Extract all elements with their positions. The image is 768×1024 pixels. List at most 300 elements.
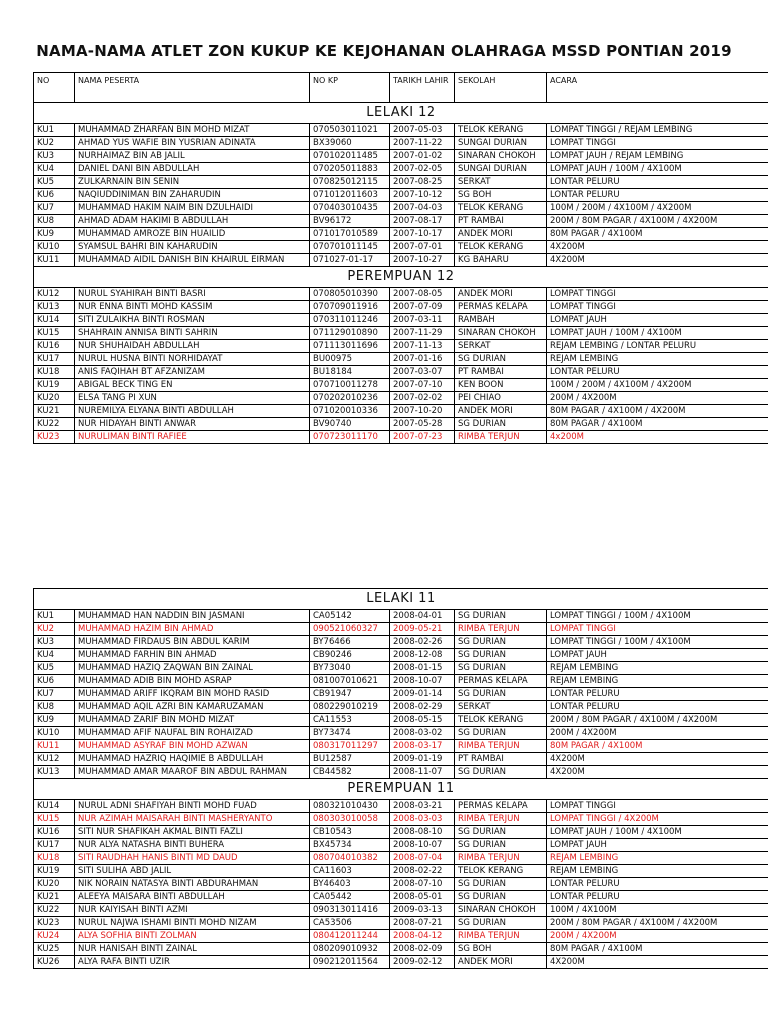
cell-no-kp: 081007010621 <box>310 675 390 688</box>
cell-acara: REJAM LEMBING <box>547 852 768 865</box>
table-row <box>34 137 768 150</box>
cell-no: KU10 <box>34 241 75 254</box>
cell-tarikh-lahir: 2009-01-19 <box>390 753 455 766</box>
cell-no-kp: BV90740 <box>310 418 390 431</box>
cell-tarikh-lahir: 2007-05-03 <box>390 124 455 137</box>
cell-sekolah: SG DURIAN <box>455 891 547 904</box>
cell-tarikh-lahir: 2008-10-07 <box>390 839 455 852</box>
cell-no: KU23 <box>34 917 75 930</box>
cell-no: KU3 <box>34 150 75 163</box>
cell-sekolah: ANDEK MORI <box>455 956 547 969</box>
table-row <box>34 839 768 852</box>
cell-tarikh-lahir: 2007-02-05 <box>390 163 455 176</box>
cell-acara: 4X200M <box>547 241 768 254</box>
cell-no: KU16 <box>34 340 75 353</box>
table-row <box>34 228 768 241</box>
cell-nama: NUR ALYA NATASHA BINTI BUHERA <box>75 839 310 852</box>
cell-acara: LOMPAT TINGGI <box>547 137 768 150</box>
cell-nama: NUREMILYA ELYANA BINTI ABDULLAH <box>75 405 310 418</box>
column-header: SEKOLAH <box>455 73 547 103</box>
cell-tarikh-lahir: 2009-05-21 <box>390 623 455 636</box>
table-row <box>34 241 768 254</box>
cell-nama: AHMAD ADAM HAKIMI B ABDULLAH <box>75 215 310 228</box>
cell-tarikh-lahir: 2007-10-12 <box>390 189 455 202</box>
cell-nama: NURUL HUSNA BINTI NORHIDAYAT <box>75 353 310 366</box>
cell-sekolah: SG DURIAN <box>455 766 547 779</box>
cell-nama: MUHAMMAD AMROZE BIN HUAILID <box>75 228 310 241</box>
table-row <box>34 431 768 444</box>
cell-no-kp: CB44582 <box>310 766 390 779</box>
cell-tarikh-lahir: 2009-02-12 <box>390 956 455 969</box>
cell-no-kp: 080704010382 <box>310 852 390 865</box>
table-row <box>34 340 768 353</box>
cell-sekolah: KEN BOON <box>455 379 547 392</box>
table-row <box>34 649 768 662</box>
cell-no-kp: BY73474 <box>310 727 390 740</box>
table-row <box>34 610 768 623</box>
cell-tarikh-lahir: 2007-10-20 <box>390 405 455 418</box>
cell-sekolah: SG DURIAN <box>455 662 547 675</box>
cell-tarikh-lahir: 2007-08-17 <box>390 215 455 228</box>
cell-no: KU12 <box>34 753 75 766</box>
cell-no: KU25 <box>34 943 75 956</box>
cell-tarikh-lahir: 2008-07-10 <box>390 878 455 891</box>
cell-no: KU2 <box>34 137 75 150</box>
cell-tarikh-lahir: 2008-02-29 <box>390 701 455 714</box>
cell-no: KU19 <box>34 865 75 878</box>
cell-no-kp: CA53506 <box>310 917 390 930</box>
cell-acara: 200M / 4X200M <box>547 930 768 943</box>
cell-no: KU7 <box>34 202 75 215</box>
cell-no-kp: 080317011297 <box>310 740 390 753</box>
cell-tarikh-lahir: 2007-10-17 <box>390 228 455 241</box>
cell-nama: NUR HANISAH BINTI ZAINAL <box>75 943 310 956</box>
cell-acara: LOMPAT JAUH <box>547 649 768 662</box>
cell-nama: SITI RAUDHAH HANIS BINTI MD DAUD <box>75 852 310 865</box>
table-row <box>34 891 768 904</box>
cell-no: KU14 <box>34 800 75 813</box>
cell-no-kp: 071017010589 <box>310 228 390 241</box>
cell-no-kp: 070503011021 <box>310 124 390 137</box>
cell-no-kp: 071129010890 <box>310 327 390 340</box>
cell-no: KU16 <box>34 826 75 839</box>
cell-acara: LOMPAT TINGGI / 4X200M <box>547 813 768 826</box>
cell-acara: 4X200M <box>547 753 768 766</box>
cell-acara: LOMPAT TINGGI <box>547 800 768 813</box>
cell-nama: MUHAMMAD ASYRAF BIN MOHD AZWAN <box>75 740 310 753</box>
cell-nama: SYAMSUL BAHRI BIN KAHARUDIN <box>75 241 310 254</box>
cell-no-kp: 070311011246 <box>310 314 390 327</box>
cell-no: KU14 <box>34 314 75 327</box>
table-row <box>34 418 768 431</box>
cell-tarikh-lahir: 2008-03-17 <box>390 740 455 753</box>
cell-no-kp: 070710011278 <box>310 379 390 392</box>
cell-acara: 200M / 4X200M <box>547 392 768 405</box>
cell-tarikh-lahir: 2007-10-27 <box>390 254 455 267</box>
cell-nama: NUR HIDAYAH BINTI ANWAR <box>75 418 310 431</box>
cell-no: KU2 <box>34 623 75 636</box>
cell-acara: LONTAR PELURU <box>547 701 768 714</box>
cell-tarikh-lahir: 2008-10-07 <box>390 675 455 688</box>
cell-no-kp: 080412011244 <box>310 930 390 943</box>
cell-tarikh-lahir: 2007-08-25 <box>390 176 455 189</box>
cell-nama: MUHAMMAD HAN NADDIN BIN JASMANI <box>75 610 310 623</box>
cell-no-kp: CA05142 <box>310 610 390 623</box>
cell-nama: SITI SULIHA ABD JALIL <box>75 865 310 878</box>
cell-acara: LOMPAT TINGGI / REJAM LEMBING <box>547 124 768 137</box>
cell-no: KU21 <box>34 891 75 904</box>
cell-no: KU15 <box>34 813 75 826</box>
cell-nama: AHMAD YUS WAFIE BIN YUSRIAN ADINATA <box>75 137 310 150</box>
cell-no-kp: BY46403 <box>310 878 390 891</box>
cell-no-kp: CA11603 <box>310 865 390 878</box>
cell-no-kp: 070403010435 <box>310 202 390 215</box>
table-row <box>34 826 768 839</box>
cell-no-kp: 070825012115 <box>310 176 390 189</box>
section-heading-row <box>34 103 768 124</box>
cell-acara: 200M / 4X200M <box>547 727 768 740</box>
cell-tarikh-lahir: 2007-03-07 <box>390 366 455 379</box>
cell-tarikh-lahir: 2007-11-22 <box>390 137 455 150</box>
cell-no-kp: 070701011145 <box>310 241 390 254</box>
cell-nama: NIK NORAIN NATASYA BINTI ABDURAHMAN <box>75 878 310 891</box>
cell-no-kp: BX45734 <box>310 839 390 852</box>
table-row <box>34 301 768 314</box>
cell-no-kp: 071020010336 <box>310 405 390 418</box>
cell-sekolah: SINARAN CHOKOH <box>455 150 547 163</box>
cell-sekolah: SG DURIAN <box>455 418 547 431</box>
table-row <box>34 405 768 418</box>
table-row <box>34 366 768 379</box>
cell-no: KU19 <box>34 379 75 392</box>
cell-acara: LOMPAT JAUH <box>547 314 768 327</box>
table-row <box>34 813 768 826</box>
cell-nama: NURUL NAJWA ISHAMI BINTI MOHD NIZAM <box>75 917 310 930</box>
table-row <box>34 163 768 176</box>
cell-nama: SITI ZULAIKHA BINTI ROSMAN <box>75 314 310 327</box>
cell-tarikh-lahir: 2008-12-08 <box>390 649 455 662</box>
cell-nama: MUHAMMAD ZARIF BIN MOHD MIZAT <box>75 714 310 727</box>
cell-tarikh-lahir: 2007-07-10 <box>390 379 455 392</box>
section-title: LELAKI 11 <box>34 589 768 610</box>
cell-acara: LOMPAT TINGGI / 100M / 4X100M <box>547 636 768 649</box>
cell-acara: 200M / 80M PAGAR / 4X100M / 4X200M <box>547 714 768 727</box>
athlete-table-12 <box>33 72 768 444</box>
section-title: PEREMPUAN 11 <box>34 779 768 800</box>
cell-sekolah: SG DURIAN <box>455 727 547 740</box>
cell-acara: LONTAR PELURU <box>547 366 768 379</box>
cell-nama: NUR ENNA BINTI MOHD KASSIM <box>75 301 310 314</box>
cell-tarikh-lahir: 2008-04-01 <box>390 610 455 623</box>
cell-nama: MUHAMMAD AFIF NAUFAL BIN ROHAIZAD <box>75 727 310 740</box>
cell-no: KU9 <box>34 714 75 727</box>
cell-no: KU4 <box>34 649 75 662</box>
cell-tarikh-lahir: 2007-04-03 <box>390 202 455 215</box>
table-row <box>34 215 768 228</box>
cell-sekolah: SG DURIAN <box>455 688 547 701</box>
cell-acara: LONTAR PELURU <box>547 688 768 701</box>
cell-nama: MUHAMMAD HAZIM BIN AHMAD <box>75 623 310 636</box>
cell-tarikh-lahir: 2008-03-03 <box>390 813 455 826</box>
cell-no: KU18 <box>34 852 75 865</box>
cell-tarikh-lahir: 2007-11-29 <box>390 327 455 340</box>
cell-tarikh-lahir: 2007-07-09 <box>390 301 455 314</box>
cell-no-kp: CA05442 <box>310 891 390 904</box>
cell-acara: LOMPAT JAUH / REJAM LEMBING <box>547 150 768 163</box>
cell-no-kp: 071027-01-17 <box>310 254 390 267</box>
cell-no-kp: BU00975 <box>310 353 390 366</box>
cell-acara: 80M PAGAR / 4X100M <box>547 740 768 753</box>
cell-no-kp: CB10543 <box>310 826 390 839</box>
table-header-row <box>34 73 768 103</box>
cell-acara: 4X200M <box>547 766 768 779</box>
cell-nama: MUHAMMAD ZHARFAN BIN MOHD MIZAT <box>75 124 310 137</box>
cell-no: KU17 <box>34 839 75 852</box>
cell-acara: 80M PAGAR / 4X100M <box>547 418 768 431</box>
cell-no: KU15 <box>34 327 75 340</box>
cell-no: KU21 <box>34 405 75 418</box>
cell-no: KU8 <box>34 701 75 714</box>
cell-tarikh-lahir: 2008-01-15 <box>390 662 455 675</box>
cell-sekolah: PT RAMBAI <box>455 366 547 379</box>
cell-tarikh-lahir: 2007-07-23 <box>390 431 455 444</box>
cell-no-kp: 090313011416 <box>310 904 390 917</box>
cell-nama: NURULIMAN BINTI RAFIEE <box>75 431 310 444</box>
cell-nama: MUHAMMAD HAZIQ ZAQWAN BIN ZAINAL <box>75 662 310 675</box>
cell-no: KU5 <box>34 662 75 675</box>
cell-no-kp: 080303010058 <box>310 813 390 826</box>
cell-sekolah: SUNGAI DURIAN <box>455 137 547 150</box>
cell-no: KU20 <box>34 392 75 405</box>
cell-sekolah: SG DURIAN <box>455 826 547 839</box>
cell-acara: REJAM LEMBING <box>547 662 768 675</box>
cell-sekolah: SG DURIAN <box>455 878 547 891</box>
cell-tarikh-lahir: 2007-07-01 <box>390 241 455 254</box>
cell-no-kp: 090521060327 <box>310 623 390 636</box>
cell-acara: LOMPAT JAUH / 100M / 4X100M <box>547 163 768 176</box>
cell-sekolah: PERMAS KELAPA <box>455 675 547 688</box>
cell-no: KU5 <box>34 176 75 189</box>
cell-nama: ELSA TANG PI XUN <box>75 392 310 405</box>
cell-nama: NURUL ADNI SHAFIYAH BINTI MOHD FUAD <box>75 800 310 813</box>
cell-no-kp: 071012011603 <box>310 189 390 202</box>
cell-no: KU12 <box>34 288 75 301</box>
cell-acara: REJAM LEMBING / LONTAR PELURU <box>547 340 768 353</box>
cell-tarikh-lahir: 2008-02-09 <box>390 943 455 956</box>
cell-no: KU9 <box>34 228 75 241</box>
cell-no-kp: BY76466 <box>310 636 390 649</box>
cell-no-kp: 070723011170 <box>310 431 390 444</box>
table-row <box>34 701 768 714</box>
cell-no: KU26 <box>34 956 75 969</box>
table-row <box>34 353 768 366</box>
cell-sekolah: SERKAT <box>455 176 547 189</box>
cell-no-kp: CA11553 <box>310 714 390 727</box>
cell-sekolah: SERKAT <box>455 340 547 353</box>
cell-nama: ZULKARNAIN BIN SENIN <box>75 176 310 189</box>
column-header: NO KP <box>310 73 390 103</box>
table-row <box>34 675 768 688</box>
column-header: TARIKH LAHIR <box>390 73 455 103</box>
section-heading-row <box>34 589 768 610</box>
cell-sekolah: SINARAN CHOKOH <box>455 904 547 917</box>
table-row <box>34 314 768 327</box>
cell-no: KU13 <box>34 766 75 779</box>
cell-sekolah: PERMAS KELAPA <box>455 800 547 813</box>
cell-acara: 80M PAGAR / 4X100M <box>547 228 768 241</box>
cell-nama: ABIGAL BECK TING EN <box>75 379 310 392</box>
cell-no: KU11 <box>34 254 75 267</box>
cell-acara: 100M / 4X100M <box>547 904 768 917</box>
cell-nama: MUHAMMAD ADIB BIN MOHD ASRAP <box>75 675 310 688</box>
table-row <box>34 176 768 189</box>
cell-acara: 4X200M <box>547 254 768 267</box>
cell-tarikh-lahir: 2008-03-02 <box>390 727 455 740</box>
cell-nama: ALEEYA MAISARA BINTI ABDULLAH <box>75 891 310 904</box>
cell-sekolah: TELOK KERANG <box>455 714 547 727</box>
cell-acara: 80M PAGAR / 4X100M / 4X200M <box>547 405 768 418</box>
cell-no-kp: 070202010236 <box>310 392 390 405</box>
cell-sekolah: SG BOH <box>455 943 547 956</box>
cell-sekolah: RAMBAH <box>455 314 547 327</box>
cell-nama: ALYA SOFHIA BINTI ZOLMAN <box>75 930 310 943</box>
cell-no: KU1 <box>34 124 75 137</box>
cell-acara: 4X200M <box>547 956 768 969</box>
cell-sekolah: RIMBA TERJUN <box>455 431 547 444</box>
cell-tarikh-lahir: 2008-07-21 <box>390 917 455 930</box>
table-row <box>34 727 768 740</box>
cell-acara: REJAM LEMBING <box>547 675 768 688</box>
table-row <box>34 662 768 675</box>
cell-no: KU10 <box>34 727 75 740</box>
cell-no-kp: BV96172 <box>310 215 390 228</box>
cell-tarikh-lahir: 2009-03-13 <box>390 904 455 917</box>
cell-sekolah: TELOK KERANG <box>455 865 547 878</box>
cell-nama: MUHAMMAD AQIL AZRI BIN KAMARUZAMAN <box>75 701 310 714</box>
table-row <box>34 766 768 779</box>
table-row <box>34 379 768 392</box>
cell-sekolah: ANDEK MORI <box>455 405 547 418</box>
cell-no-kp: 080321010430 <box>310 800 390 813</box>
table-row <box>34 392 768 405</box>
cell-acara: LOMPAT TINGGI <box>547 288 768 301</box>
cell-no-kp: BU12587 <box>310 753 390 766</box>
cell-no: KU22 <box>34 418 75 431</box>
cell-nama: ANIS FAQIHAH BT AFZANIZAM <box>75 366 310 379</box>
cell-no-kp: 071113011696 <box>310 340 390 353</box>
cell-nama: ALYA RAFA BINTI UZIR <box>75 956 310 969</box>
table-row <box>34 956 768 969</box>
cell-nama: MUHAMMAD FIRDAUS BIN ABDUL KARIM <box>75 636 310 649</box>
cell-nama: NUR AZIMAH MAISARAH BINTI MASHERYANTO <box>75 813 310 826</box>
cell-sekolah: SG DURIAN <box>455 353 547 366</box>
section-heading-row <box>34 779 768 800</box>
table-row <box>34 904 768 917</box>
cell-tarikh-lahir: 2007-05-28 <box>390 418 455 431</box>
cell-no-kp: CB91947 <box>310 688 390 701</box>
cell-sekolah: PT RAMBAI <box>455 753 547 766</box>
cell-no-kp: 090212011564 <box>310 956 390 969</box>
cell-no: KU22 <box>34 904 75 917</box>
cell-sekolah: TELOK KERANG <box>455 241 547 254</box>
cell-sekolah: KG BAHARU <box>455 254 547 267</box>
table-row <box>34 865 768 878</box>
table-row <box>34 930 768 943</box>
table-row <box>34 636 768 649</box>
cell-sekolah: SERKAT <box>455 701 547 714</box>
cell-no-kp: 080229010219 <box>310 701 390 714</box>
cell-tarikh-lahir: 2007-01-02 <box>390 150 455 163</box>
cell-acara: 100M / 200M / 4X100M / 4X200M <box>547 379 768 392</box>
cell-sekolah: RIMBA TERJUN <box>455 623 547 636</box>
column-header: NAMA PESERTA <box>75 73 310 103</box>
cell-acara: 100M / 200M / 4X100M / 4X200M <box>547 202 768 215</box>
cell-no-kp: BY73040 <box>310 662 390 675</box>
cell-acara: 4x200M <box>547 431 768 444</box>
cell-no-kp: BU18184 <box>310 366 390 379</box>
table-row <box>34 878 768 891</box>
cell-no: KU6 <box>34 189 75 202</box>
cell-tarikh-lahir: 2008-02-22 <box>390 865 455 878</box>
cell-no: KU20 <box>34 878 75 891</box>
cell-tarikh-lahir: 2007-01-16 <box>390 353 455 366</box>
cell-tarikh-lahir: 2008-05-15 <box>390 714 455 727</box>
cell-sekolah: RIMBA TERJUN <box>455 852 547 865</box>
cell-no-kp: 070102011485 <box>310 150 390 163</box>
table-row <box>34 852 768 865</box>
cell-acara: 200M / 80M PAGAR / 4X100M / 4X200M <box>547 917 768 930</box>
table-row <box>34 150 768 163</box>
cell-no-kp: BX39060 <box>310 137 390 150</box>
table-row <box>34 189 768 202</box>
cell-acara: LOMPAT TINGGI / 100M / 4X100M <box>547 610 768 623</box>
section-title: PEREMPUAN 12 <box>34 267 768 288</box>
cell-acara: LOMPAT JAUH / 100M / 4X100M <box>547 826 768 839</box>
cell-acara: 200M / 80M PAGAR / 4X100M / 4X200M <box>547 215 768 228</box>
column-header: NO <box>34 73 75 103</box>
cell-nama: MUHAMMAD AMAR MAAROF BIN ABDUL RAHMAN <box>75 766 310 779</box>
athlete-table-11 <box>33 588 768 969</box>
cell-acara: LOMPAT JAUH <box>547 839 768 852</box>
cell-acara: LONTAR PELURU <box>547 189 768 202</box>
cell-nama: NURUL SYAHIRAH BINTI BASRI <box>75 288 310 301</box>
cell-tarikh-lahir: 2008-07-04 <box>390 852 455 865</box>
cell-nama: NAQIUDDINIMAN BIN ZAHARUDIN <box>75 189 310 202</box>
cell-sekolah: PT RAMBAI <box>455 215 547 228</box>
cell-tarikh-lahir: 2007-11-13 <box>390 340 455 353</box>
cell-tarikh-lahir: 2007-08-05 <box>390 288 455 301</box>
cell-tarikh-lahir: 2007-03-11 <box>390 314 455 327</box>
cell-no: KU24 <box>34 930 75 943</box>
cell-acara: LONTAR PELURU <box>547 176 768 189</box>
table-row <box>34 688 768 701</box>
table-row <box>34 288 768 301</box>
section-heading-row <box>34 267 768 288</box>
cell-acara: LONTAR PELURU <box>547 891 768 904</box>
table-row <box>34 943 768 956</box>
cell-sekolah: RIMBA TERJUN <box>455 930 547 943</box>
table-row <box>34 740 768 753</box>
cell-nama: NUR SHUHAIDAH ABDULLAH <box>75 340 310 353</box>
cell-tarikh-lahir: 2008-04-12 <box>390 930 455 943</box>
cell-nama: MUHAMMAD HAZRIQ HAQIMIE B ABDULLAH <box>75 753 310 766</box>
cell-nama: NUR KAIYISAH BINTI AZMI <box>75 904 310 917</box>
cell-no: KU4 <box>34 163 75 176</box>
cell-sekolah: ANDEK MORI <box>455 288 547 301</box>
cell-sekolah: SG DURIAN <box>455 610 547 623</box>
cell-tarikh-lahir: 2008-05-01 <box>390 891 455 904</box>
cell-nama: MUHAMMAD AIDIL DANISH BIN KHAIRUL EIRMAN <box>75 254 310 267</box>
